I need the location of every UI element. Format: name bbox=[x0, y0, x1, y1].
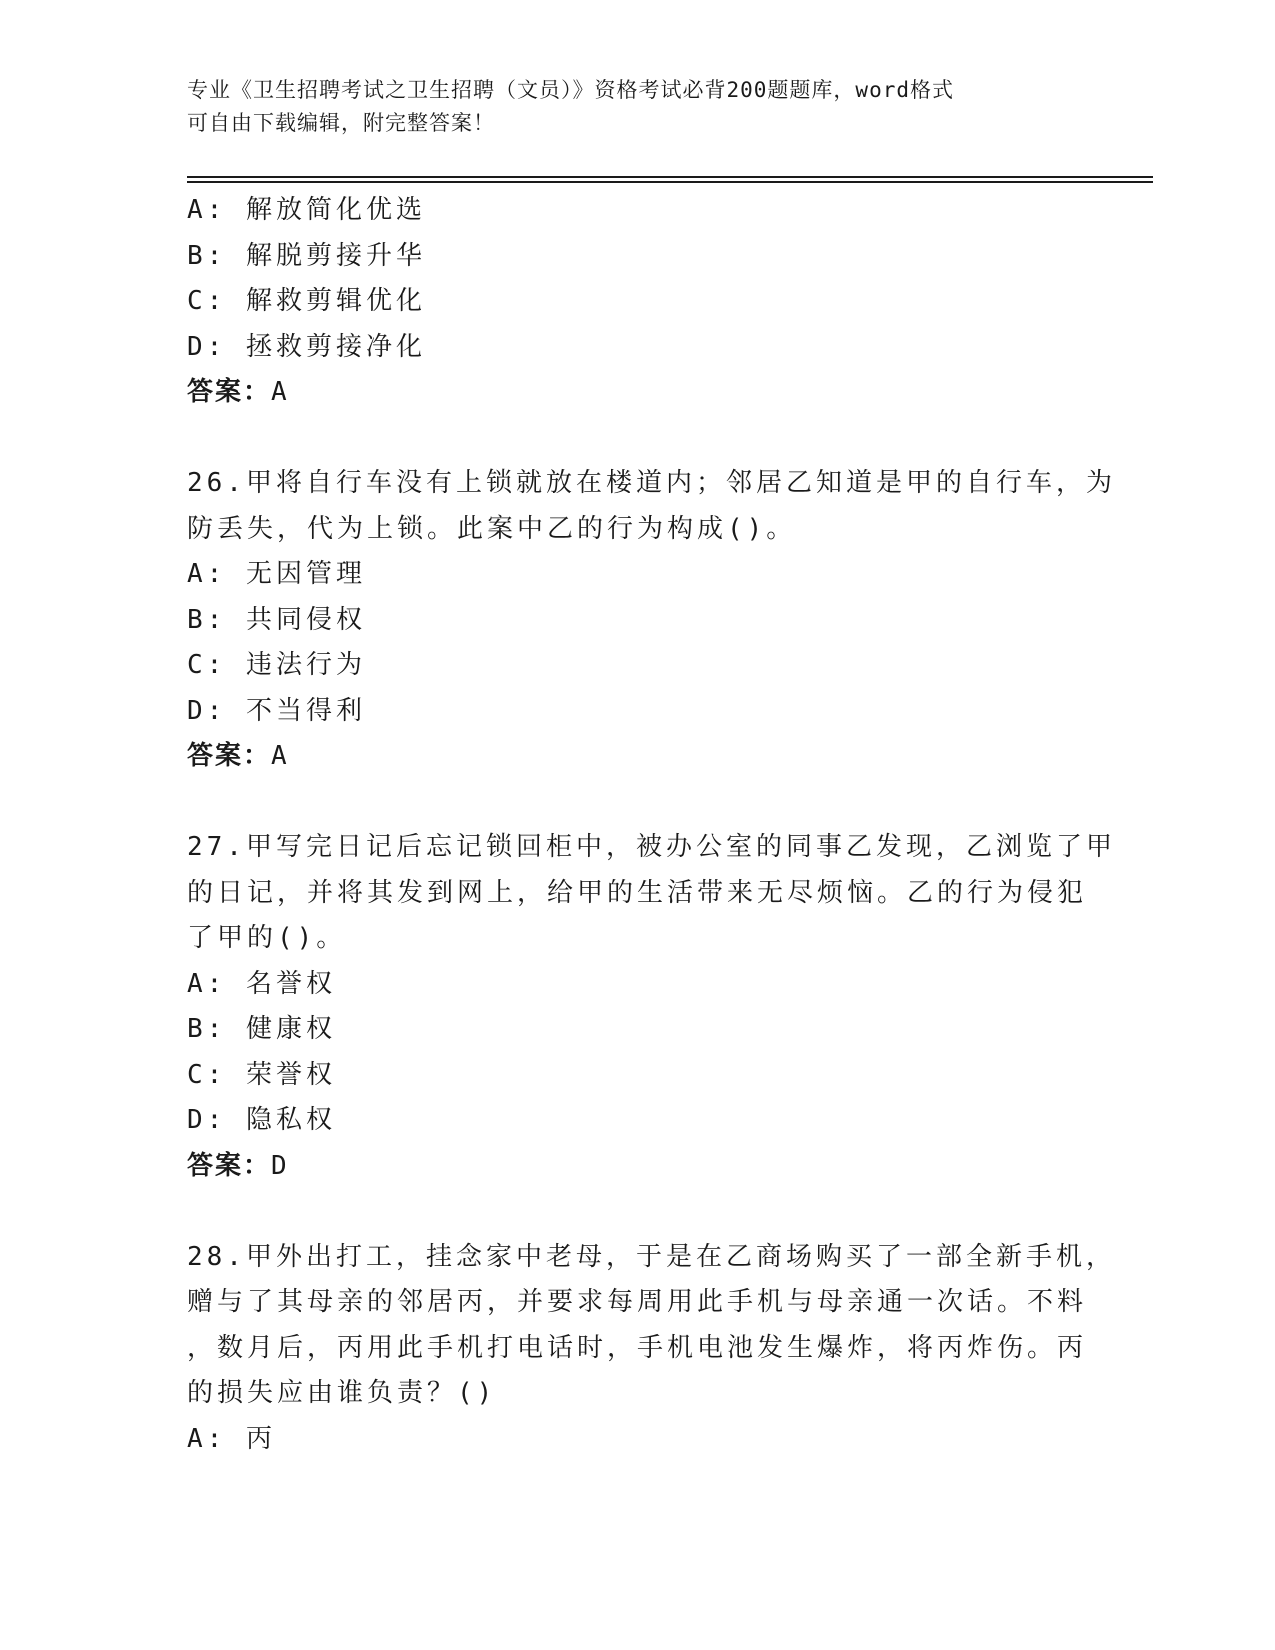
question-stem-line: 了甲的()。 bbox=[187, 923, 347, 953]
question-28 bbox=[187, 1235, 1116, 1463]
answer-line bbox=[187, 734, 1087, 780]
question-27 bbox=[187, 825, 1116, 1189]
question-stem-line: 26.甲将自行车没有上锁就放在楼道内；邻居乙知道是甲的自行车，为 bbox=[187, 468, 1116, 498]
header-line-1: 专业《卫生招聘考试之卫生招聘（文员）》资格考试必背200题题库，word格式 bbox=[187, 78, 954, 102]
question-stem-line: 的日记，并将其发到网上，给甲的生活带来无尽烦恼。乙的行为侵犯 bbox=[187, 877, 1088, 908]
option-b: B: 健康权 bbox=[187, 1014, 336, 1044]
option-d: D: 拯救剪接净化 bbox=[187, 331, 426, 362]
option-d: D: 隐私权 bbox=[187, 1105, 336, 1135]
question-content bbox=[187, 188, 1116, 1462]
answer-value: A bbox=[271, 377, 291, 407]
option-c: C: 违法行为 bbox=[187, 650, 366, 680]
question-25-continuation bbox=[187, 188, 1087, 416]
answer-label: 答案： bbox=[187, 377, 272, 407]
question-stem-line: 防丢失，代为上锁。此案中乙的行为构成()。 bbox=[187, 513, 797, 544]
option-d: D: 不当得利 bbox=[187, 695, 366, 726]
document-header bbox=[187, 74, 1087, 140]
spacer bbox=[187, 416, 1087, 462]
header-rule-bottom bbox=[187, 181, 1153, 183]
question-stem-line: ，数月后，丙用此手机打电话时，手机电池发生爆炸，将丙炸伤。丙 bbox=[187, 1332, 1088, 1363]
answer-label: 答案： bbox=[187, 1150, 272, 1181]
spacer bbox=[187, 780, 1087, 826]
question-stem-line: 28.甲外出打工，挂念家中老母，于是在乙商场购买了一部全新手机， bbox=[187, 1241, 1116, 1272]
spacer bbox=[187, 1189, 1087, 1235]
option-a: A: 无因管理 bbox=[187, 559, 366, 589]
option-a: A: 名誉权 bbox=[187, 968, 336, 999]
question-stem-line: 27.甲写完日记后忘记锁回柜中，被办公室的同事乙发现，乙浏览了甲 bbox=[187, 832, 1116, 862]
answer-value: A bbox=[271, 741, 291, 771]
answer-line bbox=[187, 1144, 1087, 1190]
answer-value: D bbox=[271, 1150, 291, 1181]
header-line-2: 可自由下载编辑，附完整答案！ bbox=[187, 111, 495, 135]
option-b: B: 解脱剪接升华 bbox=[187, 240, 426, 271]
option-a: A: 解放简化优选 bbox=[187, 195, 426, 225]
answer-label: 答案： bbox=[187, 741, 272, 771]
question-stem-line: 的损失应由谁负责？() bbox=[187, 1378, 497, 1408]
answer-line bbox=[187, 370, 1087, 416]
option-c: C: 解救剪辑优化 bbox=[187, 286, 426, 316]
header-rule-top bbox=[187, 176, 1153, 178]
option-c: C: 荣誉权 bbox=[187, 1059, 336, 1090]
question-26 bbox=[187, 461, 1116, 780]
question-stem-line: 赠与了其母亲的邻居丙，并要求每周用此手机与母亲通一次话。不料 bbox=[187, 1287, 1088, 1317]
option-b: B: 共同侵权 bbox=[187, 604, 366, 635]
option-a: A: 丙 bbox=[187, 1423, 276, 1454]
